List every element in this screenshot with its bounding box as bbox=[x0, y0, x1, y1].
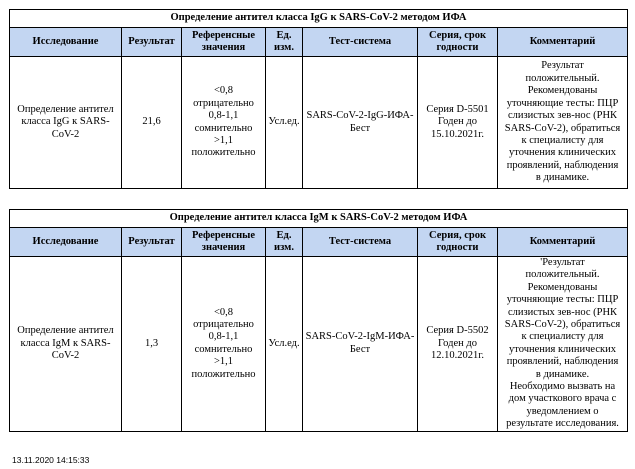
comment-line: слизистых зев-нос (РНК bbox=[507, 306, 618, 318]
batch-line: Серия D-5502 bbox=[426, 325, 489, 337]
comment-line: слизистых зев-нос (РНК bbox=[507, 110, 618, 122]
comment-line: уточняющие тесты: ПЦР bbox=[506, 294, 619, 306]
comment-line: к специалисту для bbox=[521, 134, 604, 146]
batch-line: Годен до bbox=[438, 116, 477, 128]
reference-line: положительно bbox=[191, 147, 256, 159]
table-row bbox=[10, 257, 628, 432]
reference-values-cell bbox=[182, 57, 266, 189]
comment-line: положительный. bbox=[525, 269, 600, 281]
comment-line: результате исследования. bbox=[506, 418, 619, 430]
comment-line: 'Результат bbox=[540, 257, 585, 268]
igg-results-table bbox=[9, 9, 628, 189]
comment-line: Результат bbox=[541, 60, 584, 72]
comment-line: уточнения клинических bbox=[509, 343, 616, 355]
comment-line: SARS-CoV-2), обратиться bbox=[504, 319, 621, 331]
unit-cell: Усл.ед. bbox=[266, 57, 303, 189]
column-header-reference: Референсные значения bbox=[182, 228, 266, 257]
comment-line: уточняющие тесты: ПЦР bbox=[506, 97, 619, 109]
batch-cell bbox=[418, 57, 498, 189]
comment-line: уведомлением о bbox=[526, 405, 599, 417]
test-system-cell: SARS-CoV-2-IgM-ИФА-Бест bbox=[303, 257, 418, 432]
column-header-batch: Серия, срок годности bbox=[418, 228, 498, 257]
column-header-batch: Серия, срок годности bbox=[418, 28, 498, 57]
table-title: Определение антител класса IgG к SARS-CoV-2 методом ИФА bbox=[10, 10, 628, 28]
reference-line: >1,1 bbox=[213, 356, 234, 368]
comment-line: к специалисту для bbox=[521, 331, 604, 343]
reference-line: отрицательно bbox=[193, 319, 254, 331]
comment-line: проявлений, наблюдения bbox=[506, 356, 619, 368]
comment-line: положительный. bbox=[525, 72, 600, 84]
reference-line: 0,8-1,1 bbox=[208, 331, 239, 343]
table-title: Определение антител класса IgM к SARS-CoV-2 методом ИФА bbox=[10, 210, 628, 228]
comment-line: уточнения клинических bbox=[509, 147, 616, 159]
column-header-result: Результат bbox=[122, 228, 182, 257]
table-row bbox=[10, 57, 628, 189]
test-system-cell: SARS-CoV-2-IgG-ИФА-Бест bbox=[303, 57, 418, 189]
column-header-unit: Ед. изм. bbox=[266, 228, 303, 257]
comment-line: в динамике. bbox=[535, 172, 590, 184]
column-header-study: Исследование bbox=[10, 28, 122, 57]
column-header-test-system: Тест-система bbox=[303, 28, 418, 57]
test-name-cell: Определение антител класса IgG к SARS-CoV-2 bbox=[10, 57, 122, 189]
batch-line: 15.10.2021г. bbox=[431, 128, 484, 140]
comment-line: SARS-CoV-2), обратиться bbox=[504, 122, 621, 134]
reference-line: сомнительно bbox=[194, 343, 253, 355]
print-timestamp: 13.11.2020 14:15:33 bbox=[12, 455, 90, 465]
comment-cell bbox=[498, 257, 628, 432]
reference-line: сомнительно bbox=[194, 122, 253, 134]
result-value-cell: 21,6 bbox=[122, 57, 182, 189]
reference-line: отрицательно bbox=[193, 97, 254, 109]
comment-line: проявлений, наблюдения bbox=[506, 159, 619, 171]
comment-cell bbox=[498, 57, 628, 189]
result-value-cell: 1,3 bbox=[122, 257, 182, 432]
column-header-test-system: Тест-система bbox=[303, 228, 418, 257]
reference-line: положительно bbox=[191, 368, 256, 380]
batch-line: Серия D-5501 bbox=[426, 103, 489, 115]
batch-line: Годен до bbox=[438, 337, 477, 349]
comment-line: Рекомендованы bbox=[527, 281, 598, 293]
test-name-cell: Определение антител класса IgM к SARS-CoV-2 bbox=[10, 257, 122, 432]
reference-line: >1,1 bbox=[213, 134, 234, 146]
unit-cell: Усл.ед. bbox=[266, 257, 303, 432]
column-header-unit: Ед. изм. bbox=[266, 28, 303, 57]
batch-cell bbox=[418, 257, 498, 432]
reference-line: <0,8 bbox=[213, 85, 234, 97]
reference-line: <0,8 bbox=[213, 306, 234, 318]
comment-line: дом участкового врача с bbox=[508, 393, 617, 405]
comment-line: в динамике. bbox=[535, 368, 590, 380]
column-header-comment: Комментарий bbox=[498, 228, 628, 257]
column-header-comment: Комментарий bbox=[498, 28, 628, 57]
reference-values-cell bbox=[182, 257, 266, 432]
column-header-result: Результат bbox=[122, 28, 182, 57]
column-header-reference: Референсные значения bbox=[182, 28, 266, 57]
reference-line: 0,8-1,1 bbox=[208, 110, 239, 122]
comment-line: Рекомендованы bbox=[527, 85, 598, 97]
comment-line: Необходимо вызвать на bbox=[509, 381, 616, 393]
igm-results-table bbox=[9, 209, 628, 432]
column-header-study: Исследование bbox=[10, 228, 122, 257]
batch-line: 12.10.2021г. bbox=[431, 350, 484, 362]
